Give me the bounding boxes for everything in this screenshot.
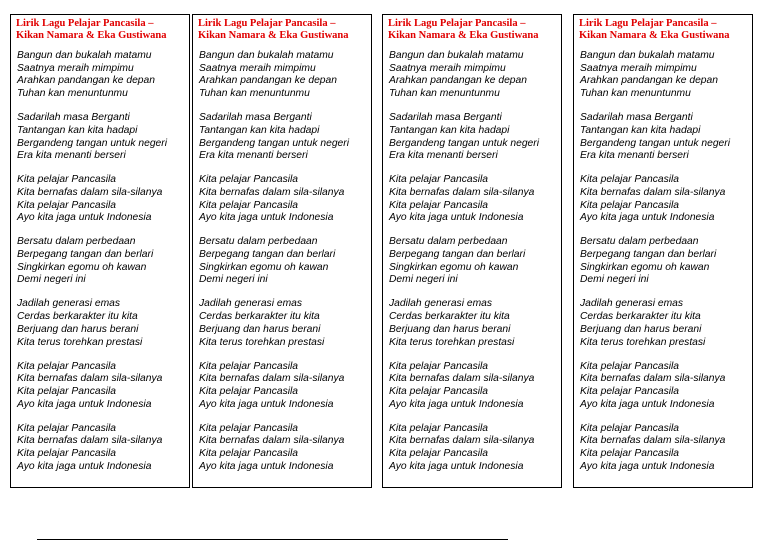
card-title-line-2: Kikan Namara & Eka Gustiwana (388, 30, 539, 41)
stanza (389, 174, 561, 225)
lyric-line: Tantangan kan kita hadapi (199, 124, 320, 136)
card-title-line-2: Kikan Namara & Eka Gustiwana (579, 30, 730, 41)
lyric-line: Kita bernafas dalam sila-silanya (199, 186, 345, 198)
lyrics-body (580, 50, 752, 473)
lyric-line: Kita bernafas dalam sila-silanya (389, 435, 535, 447)
lyrics-body (199, 50, 371, 473)
stanza (17, 423, 189, 474)
lyric-line: Bergandeng tangan untuk negeri (17, 137, 167, 149)
lyric-line: Kita pelajar Pancasila (17, 174, 117, 186)
lyric-line: Kita bernafas dalam sila-silanya (389, 373, 535, 385)
lyric-card-3 (382, 14, 562, 488)
card-title-line-1: Lirik Lagu Pelajar Pancasila – (16, 18, 154, 29)
lyric-line: Kita pelajar Pancasila (389, 448, 489, 460)
stanza (199, 174, 371, 225)
lyric-line: Bangun dan bukalah matamu (389, 50, 524, 61)
lyric-line: Berpegang tangan dan berlari (580, 249, 717, 261)
stanza (199, 236, 371, 287)
lyric-line: Kita bernafas dalam sila-silanya (17, 373, 163, 385)
lyric-line: Bangun dan bukalah matamu (580, 50, 715, 61)
lyric-line: Ayo kita jaga untuk Indonesia (17, 398, 152, 410)
lyric-line: Tuhan kan menuntunmu (389, 88, 500, 100)
stanza (17, 236, 189, 287)
lyric-line: Kita pelajar Pancasila (17, 199, 117, 211)
stanza (17, 50, 189, 101)
lyric-line: Kita pelajar Pancasila (199, 174, 299, 186)
lyric-line: Bersatu dalam perbedaan (199, 236, 318, 248)
stanza (199, 361, 371, 412)
lyric-line: Kita bernafas dalam sila-silanya (580, 186, 726, 198)
card-title-line-1: Lirik Lagu Pelajar Pancasila – (388, 18, 526, 29)
stanza (580, 112, 752, 163)
stanza (580, 174, 752, 225)
stanza (199, 50, 371, 101)
lyric-line: Jadilah generasi emas (17, 298, 121, 310)
lyric-line: Ayo kita jaga untuk Indonesia (17, 460, 152, 472)
lyric-line: Kita bernafas dalam sila-silanya (199, 373, 345, 385)
stanza (17, 361, 189, 412)
lyric-line: Era kita menanti berseri (389, 150, 498, 162)
lyric-line: Kita terus torehkan prestasi (580, 336, 706, 348)
lyric-line: Kita pelajar Pancasila (580, 199, 680, 211)
lyric-line: Era kita menanti berseri (580, 150, 689, 162)
lyric-line: Arahkan pandangan ke depan (580, 75, 718, 87)
lyric-line: Tantangan kan kita hadapi (17, 124, 138, 136)
lyric-line: Kita pelajar Pancasila (199, 448, 299, 460)
lyric-line: Kita bernafas dalam sila-silanya (17, 186, 163, 198)
lyric-line: Bergandeng tangan untuk negeri (580, 137, 730, 149)
lyric-line: Demi negeri ini (199, 274, 268, 286)
lyric-line: Ayo kita jaga untuk Indonesia (199, 212, 334, 224)
lyric-line: Ayo kita jaga untuk Indonesia (580, 398, 715, 410)
lyric-line: Singkirkan egomu oh kawan (580, 261, 710, 273)
lyric-line: Ayo kita jaga untuk Indonesia (199, 460, 334, 472)
stanza (389, 50, 561, 101)
lyric-line: Tantangan kan kita hadapi (580, 124, 701, 136)
lyric-line: Sadarilah masa Berganti (580, 112, 693, 124)
card-title-line-1: Lirik Lagu Pelajar Pancasila – (198, 18, 336, 29)
lyrics-body (17, 50, 189, 473)
lyric-line: Jadilah generasi emas (389, 298, 493, 310)
lyric-line: Saatnya meraih mimpimu (580, 62, 697, 74)
lyric-line: Saatnya meraih mimpimu (199, 62, 316, 74)
lyric-line: Kita pelajar Pancasila (17, 385, 117, 397)
lyric-line: Berjuang dan harus berani (17, 323, 139, 335)
lyric-line: Kita pelajar Pancasila (389, 199, 489, 211)
card-title-line-1: Lirik Lagu Pelajar Pancasila – (579, 18, 717, 29)
lyric-line: Singkirkan egomu oh kawan (389, 261, 519, 273)
lyric-line: Kita pelajar Pancasila (580, 360, 680, 372)
lyric-line: Kita bernafas dalam sila-silanya (389, 186, 535, 198)
lyrics-body (389, 50, 561, 473)
lyric-line: Kita pelajar Pancasila (199, 360, 299, 372)
lyric-line: Singkirkan egomu oh kawan (17, 261, 147, 273)
lyric-line: Ayo kita jaga untuk Indonesia (389, 460, 524, 472)
lyric-line: Era kita menanti berseri (17, 150, 126, 162)
lyric-line: Sadarilah masa Berganti (199, 112, 312, 124)
lyric-line: Tuhan kan menuntunmu (580, 88, 691, 100)
lyric-line: Cerdas berkarakter itu kita (199, 311, 320, 323)
stanza (17, 112, 189, 163)
stanza (389, 361, 561, 412)
stanza (389, 423, 561, 474)
stanza (389, 298, 561, 349)
lyric-line: Bangun dan bukalah matamu (17, 50, 152, 61)
lyric-line: Ayo kita jaga untuk Indonesia (389, 398, 524, 410)
lyric-line: Cerdas berkarakter itu kita (580, 311, 701, 323)
lyric-line: Demi negeri ini (17, 274, 86, 286)
lyric-line: Kita terus torehkan prestasi (199, 336, 325, 348)
lyric-line: Bersatu dalam perbedaan (17, 236, 136, 248)
lyric-card-2 (192, 14, 372, 488)
lyric-line: Kita terus torehkan prestasi (389, 336, 515, 348)
lyric-line: Kita bernafas dalam sila-silanya (580, 373, 726, 385)
stanza (389, 112, 561, 163)
lyric-line: Kita terus torehkan prestasi (17, 336, 143, 348)
stanza (580, 361, 752, 412)
card-title-line-2: Kikan Namara & Eka Gustiwana (16, 30, 167, 41)
lyric-line: Saatnya meraih mimpimu (389, 62, 506, 74)
stanza (17, 174, 189, 225)
stanza (199, 112, 371, 163)
lyric-line: Ayo kita jaga untuk Indonesia (580, 212, 715, 224)
stanza (580, 236, 752, 287)
lyric-line: Kita pelajar Pancasila (389, 385, 489, 397)
lyric-line: Kita pelajar Pancasila (17, 360, 117, 372)
lyric-line: Jadilah generasi emas (580, 298, 684, 310)
lyric-line: Kita pelajar Pancasila (580, 385, 680, 397)
lyric-line: Kita bernafas dalam sila-silanya (199, 435, 345, 447)
stanza (580, 50, 752, 101)
lyric-line: Ayo kita jaga untuk Indonesia (389, 212, 524, 224)
lyric-line: Jadilah generasi emas (199, 298, 303, 310)
lyric-line: Tuhan kan menuntunmu (199, 88, 310, 100)
lyric-line: Kita pelajar Pancasila (389, 422, 489, 434)
stanza (580, 298, 752, 349)
lyric-line: Cerdas berkarakter itu kita (389, 311, 510, 323)
lyric-line: Saatnya meraih mimpimu (17, 62, 134, 74)
lyric-line: Tuhan kan menuntunmu (17, 88, 128, 100)
stanza (199, 298, 371, 349)
lyric-line: Kita pelajar Pancasila (199, 199, 299, 211)
lyric-line: Arahkan pandangan ke depan (17, 75, 155, 87)
lyric-line: Sadarilah masa Berganti (389, 112, 502, 124)
lyric-line: Berjuang dan harus berani (199, 323, 321, 335)
stanza (199, 423, 371, 474)
lyric-line: Kita pelajar Pancasila (389, 360, 489, 372)
lyric-line: Ayo kita jaga untuk Indonesia (17, 212, 152, 224)
lyric-line: Demi negeri ini (389, 274, 458, 286)
lyric-line: Kita pelajar Pancasila (580, 174, 680, 186)
lyric-line: Berjuang dan harus berani (389, 323, 511, 335)
lyric-line: Kita pelajar Pancasila (389, 174, 489, 186)
stanza (389, 236, 561, 287)
lyric-line: Bersatu dalam perbedaan (389, 236, 508, 248)
lyric-line: Cerdas berkarakter itu kita (17, 311, 138, 323)
lyric-line: Berpegang tangan dan berlari (17, 249, 154, 261)
lyric-line: Demi negeri ini (580, 274, 649, 286)
lyric-line: Kita bernafas dalam sila-silanya (580, 435, 726, 447)
lyric-line: Bergandeng tangan untuk negeri (389, 137, 539, 149)
lyric-line: Ayo kita jaga untuk Indonesia (199, 398, 334, 410)
lyric-line: Berpegang tangan dan berlari (199, 249, 336, 261)
lyric-line: Kita pelajar Pancasila (580, 448, 680, 460)
lyric-line: Singkirkan egomu oh kawan (199, 261, 329, 273)
lyric-line: Kita bernafas dalam sila-silanya (17, 435, 163, 447)
lyric-line: Kita pelajar Pancasila (199, 385, 299, 397)
lyric-line: Tantangan kan kita hadapi (389, 124, 510, 136)
lyric-line: Arahkan pandangan ke depan (199, 75, 337, 87)
lyric-line: Berpegang tangan dan berlari (389, 249, 526, 261)
lyric-line: Arahkan pandangan ke depan (389, 75, 527, 87)
lyric-line: Era kita menanti berseri (199, 150, 308, 162)
stanza (580, 423, 752, 474)
lyric-line: Berjuang dan harus berani (580, 323, 702, 335)
stanza (17, 298, 189, 349)
bottom-divider-line (37, 539, 508, 540)
lyric-line: Sadarilah masa Berganti (17, 112, 130, 124)
lyric-line: Kita pelajar Pancasila (580, 422, 680, 434)
lyric-line: Kita pelajar Pancasila (17, 448, 117, 460)
lyric-line: Bergandeng tangan untuk negeri (199, 137, 349, 149)
card-title-line-2: Kikan Namara & Eka Gustiwana (198, 30, 349, 41)
lyric-line: Ayo kita jaga untuk Indonesia (580, 460, 715, 472)
lyric-line: Bangun dan bukalah matamu (199, 50, 334, 61)
lyric-line: Kita pelajar Pancasila (199, 422, 299, 434)
lyric-line: Bersatu dalam perbedaan (580, 236, 699, 248)
lyric-card-1 (10, 14, 190, 488)
lyric-card-4 (573, 14, 753, 488)
lyric-line: Kita pelajar Pancasila (17, 422, 117, 434)
